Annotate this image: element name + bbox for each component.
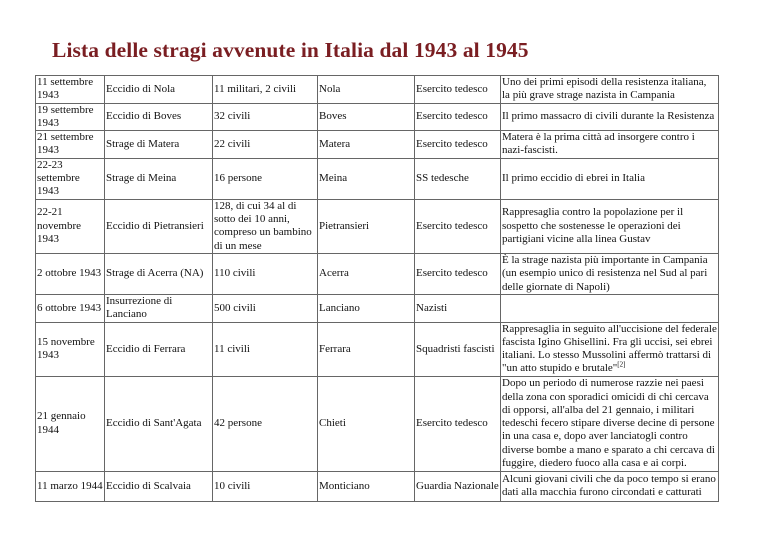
table-row (36, 76, 719, 104)
cell-name: Eccidio di Pietransieri (105, 199, 213, 253)
cell-notes (501, 294, 719, 322)
cell-perpetrator: Esercito tedesco (415, 131, 501, 159)
cell-place: Acerra (318, 253, 415, 294)
cell-notes: Rappresaglia contro la popolazione per il sospetto che sostenesse le operazioni dei partigiani vicine alla linea Gustav (501, 199, 719, 253)
cell-notes: Il primo eccidio di ebrei in Italia (501, 158, 719, 199)
cell-notes: Uno dei primi episodi della resistenza italiana, la più grave strage nazista in Campania (501, 76, 719, 104)
cell-victims: 16 persone (213, 158, 318, 199)
cell-name: Insurrezione di Lanciano (105, 294, 213, 322)
cell-name: Eccidio di Scalvaia (105, 471, 213, 501)
cell-date: 22-23 settembre 1943 (36, 158, 105, 199)
cell-victims: 11 civili (213, 322, 318, 376)
cell-notes: Matera è la prima città ad insorgere contro i nazi-fascisti. (501, 131, 719, 159)
cell-name: Eccidio di Boves (105, 103, 213, 131)
table-row (36, 253, 719, 294)
table-row (36, 322, 719, 376)
cell-place: Pietransieri (318, 199, 415, 253)
cell-date: 21 gennaio 1944 (36, 376, 105, 471)
cell-place: Lanciano (318, 294, 415, 322)
cell-date: 19 settembre 1943 (36, 103, 105, 131)
cell-name: Strage di Acerra (NA) (105, 253, 213, 294)
table-row (36, 131, 719, 159)
cell-date: 6 ottobre 1943 (36, 294, 105, 322)
cell-perpetrator: Guardia Nazionale (415, 471, 501, 501)
table-row (36, 294, 719, 322)
cell-place: Ferrara (318, 322, 415, 376)
cell-date: 11 marzo 1944 (36, 471, 105, 501)
cell-date: 11 settembre 1943 (36, 76, 105, 104)
cell-perpetrator: Esercito tedesco (415, 103, 501, 131)
cell-victims: 11 militari, 2 civili (213, 76, 318, 104)
cell-notes: È la strage nazista più importante in Campania (un esempio unico di resistenza nel Sud al pari delle giornate di Napoli) (501, 253, 719, 294)
massacres-table (35, 75, 719, 502)
table-row (36, 471, 719, 501)
cell-name: Eccidio di Sant'Agata (105, 376, 213, 471)
cell-notes: Il primo massacro di civili durante la Resistenza (501, 103, 719, 131)
cell-place: Matera (318, 131, 415, 159)
table-row (36, 158, 719, 199)
cell-perpetrator: Esercito tedesco (415, 199, 501, 253)
cell-perpetrator: Esercito tedesco (415, 253, 501, 294)
cell-notes: Dopo un periodo di numerose razzie nei paesi della zona con sporadici omicidi di chi cercava di opporsi, all'alba del 21 gennaio, i militari tedeschi fecero stipare diverse decine di persone in una casa e, dopo aver lanciatogli contro diverse bombe a mano e sparato a chi cercava di fuggire, diedero fuoco alla casa e ai corpi. (501, 376, 719, 471)
cell-perpetrator: Esercito tedesco (415, 76, 501, 104)
cell-place: Boves (318, 103, 415, 131)
cell-victims: 128, di cui 34 al di sotto dei 10 anni, compreso un bambino di un mese (213, 199, 318, 253)
cell-notes: Rappresaglia in seguito all'uccisione del federale fascista Igino Ghisellini. Fra gli uccisi, sei ebrei italiani. Lo stesso Mussolini affermò trattarsi di "un atto stupido e brutale"[2] (502, 322, 717, 375)
cell-date: 15 novembre 1943 (36, 322, 105, 376)
cell-date: 21 settembre 1943 (36, 131, 105, 159)
cell-name: Eccidio di Ferrara (105, 322, 213, 376)
table-row (36, 199, 719, 253)
cell-place: Nola (318, 76, 415, 104)
cell-victims: 110 civili (213, 253, 318, 294)
cell-victims: 22 civili (213, 131, 318, 159)
cell-perpetrator: Nazisti (415, 294, 501, 322)
cell-place: Monticiano (318, 471, 415, 501)
page-title: Lista delle stragi avvenute in Italia dal 1943 al 1945 (52, 38, 529, 62)
cell-victims: 500 civili (213, 294, 318, 322)
footnote-ref[interactable]: [2] (617, 360, 626, 369)
cell-perpetrator: Esercito tedesco (415, 376, 501, 471)
cell-name: Strage di Meina (105, 158, 213, 199)
cell-notes: Alcuni giovani civili che da poco tempo si erano dati alla macchia furono circondati e catturati (501, 471, 719, 501)
cell-perpetrator: Squadristi fascisti (415, 322, 501, 376)
cell-date: 22-21 novembre 1943 (36, 199, 105, 253)
table-row (36, 376, 719, 471)
cell-date: 2 ottobre 1943 (36, 253, 105, 294)
cell-name: Strage di Matera (105, 131, 213, 159)
cell-place: Chieti (318, 376, 415, 471)
cell-perpetrator: SS tedesche (415, 158, 501, 199)
cell-victims: 42 persone (213, 376, 318, 471)
cell-place: Meina (318, 158, 415, 199)
cell-victims: 32 civili (213, 103, 318, 131)
cell-name: Eccidio di Nola (105, 76, 213, 104)
table-row (36, 103, 719, 131)
cell-victims: 10 civili (213, 471, 318, 501)
